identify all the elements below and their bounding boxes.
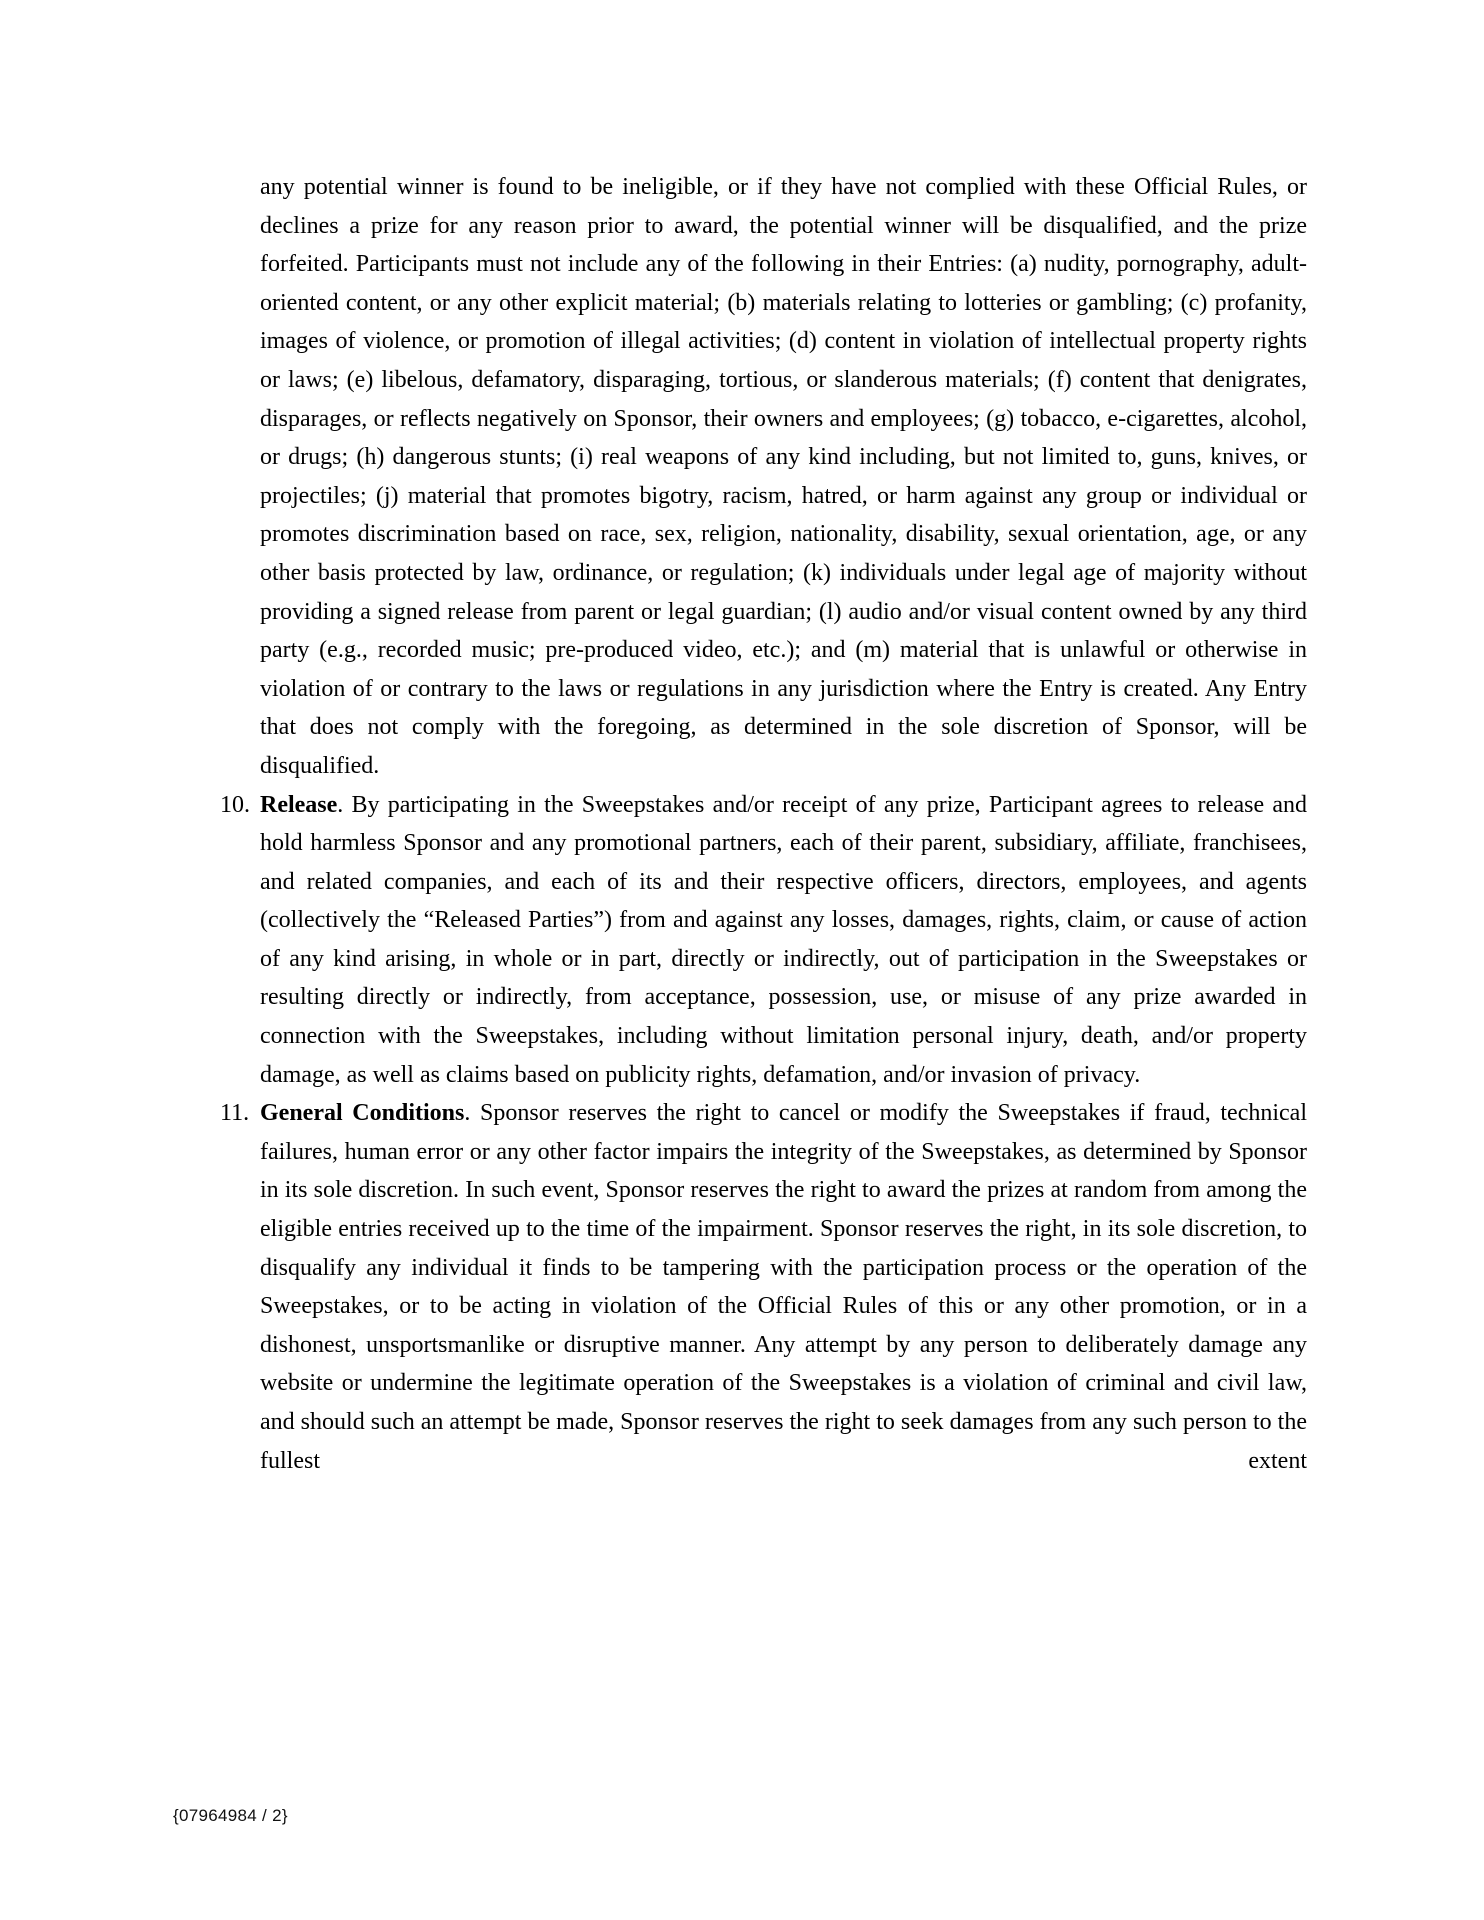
- list-item-general-conditions: [220, 1094, 1307, 1480]
- item-title-release: Release: [260, 791, 338, 818]
- list-item-release: [220, 786, 1307, 1095]
- intro-paragraph: any potential winner is found to be ineligible, or if they have not complied with these Official Rules, or declines a prize for any reason prior to award, the potential winner will be disqualified, and the prize forfeited. Participants must not include any of the following in their Entries: (a) nudity, pornography, adult-oriented content, or any other explicit material; (b) materials relating to lotteries or gambling; (c) profanity, images of violence, or promotion of illegal activities; (d) content in violation of intellectual property rights or laws; (e) libelous, defamatory, disparaging, tortious, or slanderous materials; (f) content that denigrates, disparages, or reflects negatively on Sponsor, their owners and employees; (g) tobacco, e-cigarettes, alcohol, or drugs; (h) dangerous stunts; (i) real weapons of any kind including, but not limited to, guns, knives, or projectiles; (j) material that promotes bigotry, racism, hatred, or harm against any group or individual or promotes discrimination based on race, sex, religion, nationality, disability, sexual orientation, age, or any other basis protected by law, ordinance, or regulation; (k) individuals under legal age of majority without providing a signed release from parent or legal guardian; (l) audio and/or visual content owned by any third party (e.g., recorded music; pre-produced video, etc.); and (m) material that is unlawful or otherwise in violation of or contrary to the laws or regulations in any jurisdiction where the Entry is created. Any Entry that does not comply with the foregoing, as determined in the sole discretion of Sponsor, will be disqualified.: [260, 174, 1307, 779]
- item-body-release: . By participating in the Sweepstakes and/or receipt of any prize, Participant agrees to release and hold harmless Sponsor and any promotional partners, each of their parent, subsidiary, affiliate, franchisees, and related companies, and each of its and their respective officers, directors, employees, and agents (collectively the “Released Parties”) from and against any losses, damages, rights, claim, or cause of action of any kind arising, in whole or in part, directly or indirectly, out of participation in the Sweepstakes or resulting directly or indirectly, from acceptance, possession, use, or misuse of any prize awarded in connection with the Sweepstakes, including without limitation personal injury, death, and/or property damage, as well as claims based on publicity rights, defamation, and/or invasion of privacy.: [260, 791, 1307, 1088]
- item-number: 11.: [220, 1100, 250, 1127]
- item-title-general-conditions: General Conditions: [260, 1100, 465, 1127]
- item-number: 10.: [220, 791, 250, 818]
- item-body-general-conditions: . Sponsor reserves the right to cancel or modify the Sweepstakes if fraud, technical failures, human error or any other factor impairs the integrity of the Sweepstakes, as determined by Sponsor in its sole discretion. In such event, Sponsor reserves the right to award the prizes at random from among the eligible entries received up to the time of the impairment. Sponsor reserves the right, in its sole discretion, to disqualify any individual it finds to be tampering with the participation process or the operation of the Sweepstakes, or to be acting in violation of the Official Rules of this or any other promotion, or in a dishonest, unsportsmanlike or disruptive manner. Any attempt by any person to deliberately damage any website or undermine the legitimate operation of the Sweepstakes is a violation of criminal and civil law, and should such an attempt be made, Sponsor reserves the right to seek damages from any such person to the fullest extent: [260, 1100, 1307, 1474]
- document-id-footer: {07964984 / 2}: [173, 1806, 288, 1825]
- document-body: [220, 168, 1307, 1480]
